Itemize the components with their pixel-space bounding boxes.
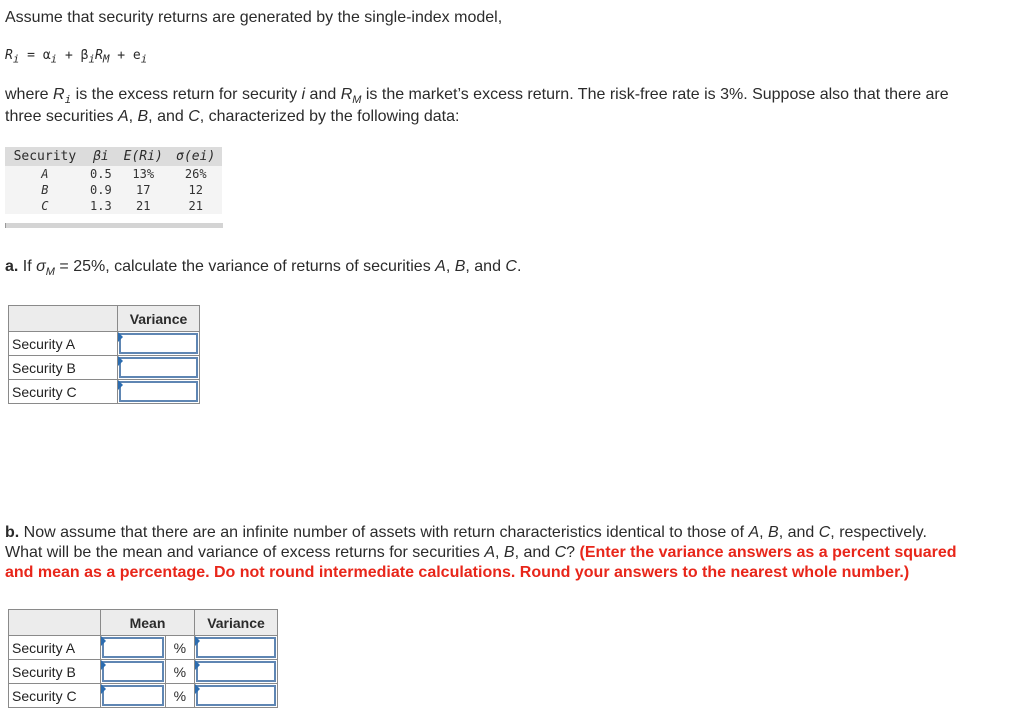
row-label: Security C — [9, 684, 101, 708]
intro-line — [5, 9, 502, 27]
part-b-answer-table — [8, 609, 278, 708]
security-data-table — [5, 147, 222, 214]
answer-row — [9, 660, 278, 684]
instruction-text: (Enter the variance answers as a percent squared — [579, 544, 957, 561]
variance-input-a[interactable] — [195, 636, 278, 660]
answer-row — [9, 332, 200, 356]
header-beta: βi — [85, 147, 117, 166]
percent-unit: % — [165, 636, 194, 660]
part-a-question: a. If $\sigma_M = 25\%$, calculate the variance of returns of securities A, B, and C. — [5, 258, 522, 279]
variance-input-b[interactable] — [195, 660, 278, 684]
row-label: Security A — [9, 332, 118, 356]
variance-input-b[interactable] — [118, 356, 200, 380]
variance-column-header: Variance — [118, 306, 200, 332]
percent-unit: % — [165, 660, 194, 684]
part-a-answer-table — [8, 305, 200, 404]
answer-row — [9, 356, 200, 380]
table-scrollbar[interactable] — [5, 223, 223, 228]
mean-input-a[interactable] — [101, 636, 166, 660]
intro-text: Assume that security returns are generated by the single-index model, — [5, 9, 503, 26]
securities-line: three securities A, B, and C, characterized by the following data: — [5, 108, 460, 125]
answer-row — [9, 636, 278, 660]
variance-input-c[interactable] — [195, 684, 278, 708]
variance-column-header: Variance — [195, 610, 278, 636]
mean-column-header: Mean — [101, 610, 195, 636]
table-row: A 0.5 13% 26% — [41, 167, 207, 181]
mean-input-b[interactable] — [101, 660, 166, 684]
row-label: Security B — [9, 356, 118, 380]
variance-input-a[interactable] — [118, 332, 200, 356]
header-expected-return: E(Ri) — [117, 147, 169, 166]
table-row: C 1.3 21 21 — [41, 199, 203, 213]
header-residual-sd: σ(ei) — [169, 147, 222, 166]
part-b-question-line1: b. Now assume that there are an infinite number of assets with return characteristics identical to those of A, B, and C, respectively. — [5, 524, 927, 541]
row-label: Security A — [9, 636, 101, 660]
percent-unit: % — [165, 684, 194, 708]
row-label: Security B — [9, 660, 101, 684]
instruction-text-line2: and mean as a percentage. Do not round intermediate calculations. Round your answers to the nearest whole number.) — [5, 564, 910, 581]
where-line: where $R_i$ is the excess return for security i and $R_M$ is the market’s excess return. The risk-free rate is 3%. Suppose also that there are — [5, 86, 949, 107]
answer-row — [9, 380, 200, 404]
table-header-row — [5, 147, 222, 166]
header-security: Security — [5, 147, 85, 166]
row-label: Security C — [9, 380, 118, 404]
variance-input-c[interactable] — [118, 380, 200, 404]
part-b-question-line2: What will be the mean and variance of excess returns for securities A, B, and C? (Enter the variance answers as a percent squared — [5, 544, 957, 561]
model-formula: $R_i = \alpha_i + \beta_iR_M + e_i$ — [5, 48, 148, 66]
answer-row — [9, 684, 278, 708]
mean-input-c[interactable] — [101, 684, 166, 708]
table-row: B 0.9 17 12 — [41, 183, 203, 197]
